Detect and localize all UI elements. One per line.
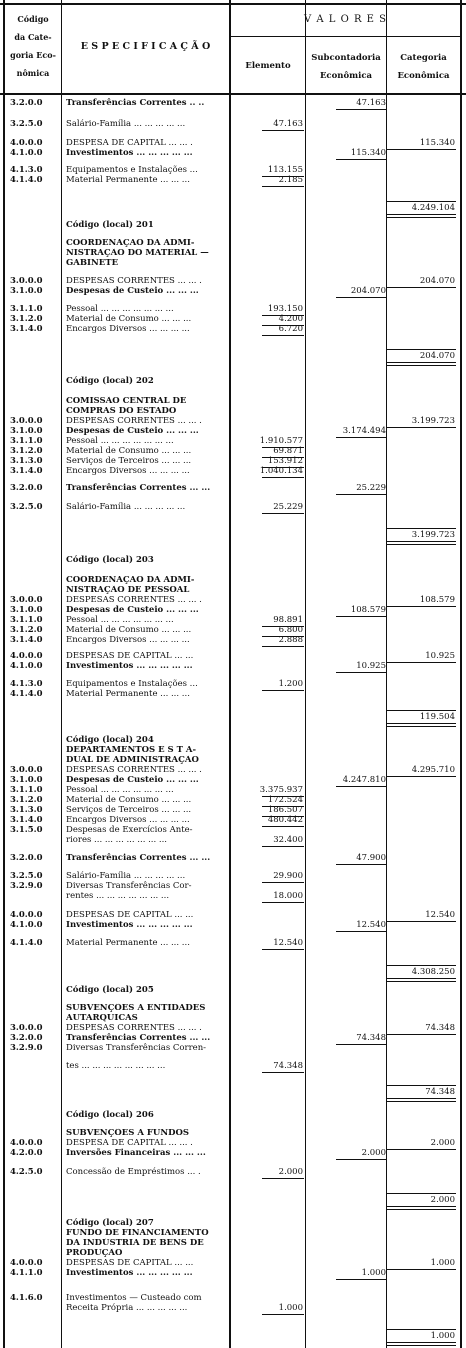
value-underline	[336, 109, 386, 110]
row-specification: Diversas Transferências Corren-	[66, 1043, 207, 1053]
value-element: 186.507	[267, 805, 303, 815]
total-overline	[386, 1085, 456, 1086]
value-underline	[336, 786, 386, 787]
value-subcont: 204.070	[350, 286, 386, 296]
value-underline	[262, 1314, 304, 1315]
total-double-underline	[386, 1209, 456, 1210]
row-specification: Inversões Financeiras ... ... ...	[66, 1148, 206, 1158]
total-overline	[386, 965, 456, 966]
column-divider-subcont	[386, 0, 387, 1348]
row-specification: Investimentos ... ... ... ... ...	[66, 148, 193, 158]
row-specification: Pessoal ... ... ... ... ... ... ...	[66, 436, 174, 446]
value-underline	[262, 1072, 304, 1073]
row-specification: DESPESA DE CAPITAL ... ... .	[66, 138, 193, 148]
header-subcontadoria: Subcontadoria Econômica	[311, 53, 381, 81]
value-category: 204.070	[419, 276, 455, 286]
row-code: 3.2.5.0	[10, 871, 43, 881]
value-subcont: 115.340	[350, 148, 386, 158]
value-underline	[386, 1034, 456, 1035]
value-underline	[262, 882, 304, 883]
value-element: 1.200	[278, 679, 303, 689]
row-code: 3.1.2.0	[10, 314, 43, 324]
value-subcont: 74.348	[356, 1033, 386, 1043]
row-code: 3.1.1.0	[10, 436, 43, 446]
row-specification: DESPESAS CORRENTES ... ... .	[66, 1023, 202, 1033]
row-specification: Investimentos ... ... ... ... ...	[66, 661, 193, 671]
value-category: 1.000	[430, 1331, 455, 1341]
row-specification: Código (local) 201	[66, 220, 154, 230]
row-specification: Serviços de Terceiros ... ... ...	[66, 805, 192, 815]
row-specification: Material de Consumo ... ... ...	[66, 795, 192, 805]
row-code: 4.0.0.0	[10, 910, 43, 920]
total-double-underline	[386, 1101, 456, 1102]
row-specification: DESPESAS CORRENTES ... ... .	[66, 595, 202, 605]
row-specification: Investimentos ... ... ... ... ...	[66, 920, 193, 930]
total-double-underline	[386, 217, 456, 218]
value-underline	[386, 662, 456, 663]
value-element: 1.040.134	[259, 466, 303, 476]
row-code: 4.0.0.0	[10, 651, 43, 661]
row-specification: DEPARTAMENTOS E S T A-	[66, 745, 197, 755]
value-element: 480.442	[267, 815, 303, 825]
row-specification: COMISSÃO CENTRAL DE	[66, 396, 187, 406]
row-specification: DUAL DE ADMINISTRAÇÃO	[66, 755, 199, 765]
row-code: 3.2.9.0	[10, 881, 43, 891]
value-underline	[386, 1342, 456, 1343]
row-specification: FUNDO DE FINANCIAMENTO	[66, 1228, 209, 1238]
value-underline	[386, 362, 456, 363]
value-underline	[336, 864, 386, 865]
value-underline	[386, 214, 456, 215]
total-double-underline	[386, 365, 456, 366]
column-divider-spec	[229, 0, 231, 1348]
value-underline	[386, 287, 456, 288]
row-code: 3.2.0.0	[10, 853, 43, 863]
value-element: 18.000	[273, 891, 303, 901]
total-overline	[386, 349, 456, 350]
value-element: 29.900	[273, 871, 303, 881]
row-code: 4.1.4.0	[10, 175, 43, 185]
row-specification: Receita Própria ... ... ... ... ...	[66, 1303, 188, 1313]
value-element: 25.229	[273, 502, 303, 512]
row-specification: NISTRAÇÃO DO MATERIAL —	[66, 248, 209, 258]
row-specification: Material Permanente ... ... ...	[66, 689, 190, 699]
value-element: 2.185	[278, 175, 303, 185]
row-code: 3.2.5.0	[10, 502, 43, 512]
value-subcont: 10.925	[356, 661, 386, 671]
row-specification: Código (local) 205	[66, 985, 154, 995]
value-underline	[336, 1279, 386, 1280]
row-code: 3.2.0.0	[10, 483, 43, 493]
value-underline	[336, 1044, 386, 1045]
value-category: 74.348	[425, 1087, 455, 1097]
row-specification: DESPESA DE CAPITAL ... ... .	[66, 1138, 193, 1148]
value-element: 4.200	[278, 314, 303, 324]
row-specification: Material de Consumo ... ... ...	[66, 314, 192, 324]
row-specification: Despesas de Custeio ... ... ...	[66, 286, 199, 296]
row-specification: COMPRAS DO ESTADO	[66, 406, 177, 416]
value-element: 6.720	[278, 324, 303, 334]
row-specification: GABINETE	[66, 258, 119, 268]
column-divider-code	[61, 0, 62, 1348]
value-category: 115.340	[419, 138, 455, 148]
value-underline	[386, 1269, 456, 1270]
row-specification: NISTRAÇÃO DE PESSOAL	[66, 585, 190, 595]
row-specification: COORDENAÇAO DA ADMI-	[66, 575, 195, 585]
value-underline	[336, 672, 386, 673]
row-specification: Investimentos — Custeado com	[66, 1293, 202, 1303]
value-underline	[262, 902, 304, 903]
row-specification: Material de Consumo ... ... ...	[66, 446, 192, 456]
row-code: 3.1.0.0	[10, 286, 43, 296]
row-code: 3.1.4.0	[10, 466, 43, 476]
row-code: 3.0.0.0	[10, 416, 43, 426]
row-code: 4.1.6.0	[10, 1293, 43, 1303]
value-subcont: 25.229	[356, 483, 386, 493]
row-specification: rentes ... ... ... ... ... ... ...	[66, 891, 170, 901]
values-header-rule	[230, 36, 461, 37]
value-underline	[262, 477, 304, 478]
row-specification: DESPESAS DE CAPITAL ... ...	[66, 910, 194, 920]
row-specification: DESPESAS CORRENTES ... ... .	[66, 416, 202, 426]
right-border	[460, 0, 462, 1348]
row-specification: DA INDÚSTRIA DE BENS DE	[66, 1238, 204, 1248]
row-specification: Código (local) 204	[66, 735, 154, 745]
row-code: 3.0.0.0	[10, 276, 43, 286]
row-specification: Salário-Família ... ... ... ... ...	[66, 871, 186, 881]
row-specification: Transferências Correntes ... ...	[66, 1033, 211, 1043]
value-element: 113.155	[267, 165, 303, 175]
row-specification: DESPESAS DE CAPITAL ... ...	[66, 1258, 194, 1268]
value-element: 2.888	[278, 635, 303, 645]
row-specification: Encargos Diversos ... ... ... ...	[66, 324, 190, 334]
row-specification: tes ... ... ... ... ... ... ... ...	[66, 1061, 166, 1071]
row-specification: Pessoal ... ... ... ... ... ... ...	[66, 304, 174, 314]
row-specification: Despesas de Custeio ... ... ...	[66, 426, 199, 436]
row-code: 3.1.2.0	[10, 625, 43, 635]
row-code: 3.1.3.0	[10, 805, 43, 815]
value-category: 10.925	[425, 651, 455, 661]
header-bottom-rule	[0, 93, 466, 95]
row-specification: Despesas de Exercícios Ante-	[66, 825, 193, 835]
value-subcont: 1.000	[361, 1268, 386, 1278]
value-category: 4.249.104	[411, 203, 455, 213]
header-specification: E S P E C I F I C A Ç Ã O	[80, 41, 211, 52]
row-code: 3.1.1.0	[10, 615, 43, 625]
value-element: 6.800	[278, 625, 303, 635]
row-code: 4.2.0.0	[10, 1148, 43, 1158]
value-underline	[262, 335, 304, 336]
row-code: 4.1.0.0	[10, 661, 43, 671]
value-subcont: 12.540	[356, 920, 386, 930]
value-element: 32.400	[273, 835, 303, 845]
row-specification: SUBVENÇÕES A ENTIDADES	[66, 1003, 206, 1013]
value-element: 1.910.577	[259, 436, 303, 446]
value-element: 69.871	[273, 446, 303, 456]
row-specification: Transferências Correntes ... ...	[66, 483, 211, 493]
row-specification: DESPESAS CORRENTES ... ... .	[66, 765, 202, 775]
row-code: 3.1.4.0	[10, 635, 43, 645]
row-specification: Despesas de Custeio ... ... ...	[66, 605, 199, 615]
row-specification: Material Permanente ... ... ...	[66, 938, 190, 948]
row-specification: Diversas Transferências Cor-	[66, 881, 192, 891]
row-code: 3.0.0.0	[10, 1023, 43, 1033]
total-overline	[386, 201, 456, 202]
value-element: 98.891	[273, 615, 303, 625]
value-underline	[262, 949, 304, 950]
value-element: 12.540	[273, 938, 303, 948]
total-double-underline	[386, 726, 456, 727]
value-element: 3.375.937	[259, 785, 303, 795]
row-specification: Salário-Família ... ... ... ... ...	[66, 119, 186, 129]
value-underline	[386, 149, 456, 150]
value-element: 74.348	[273, 1061, 303, 1071]
header-category: Categoria Econômica	[397, 53, 450, 81]
total-double-underline	[386, 981, 456, 982]
row-code: 4.1.1.0	[10, 1268, 43, 1278]
value-element: 153.912	[267, 456, 303, 466]
value-underline	[336, 297, 386, 298]
total-double-underline	[386, 1345, 456, 1346]
row-code: 4.1.0.0	[10, 148, 43, 158]
value-subcont: 3.174.494	[342, 426, 386, 436]
row-specification: Encargos Diversos ... ... ... ...	[66, 815, 190, 825]
row-specification: Equipamentos e Instalações ...	[66, 165, 198, 175]
value-category: 4.308.250	[411, 967, 455, 977]
value-subcont: 4.247.810	[342, 775, 386, 785]
value-underline	[336, 931, 386, 932]
row-specification: Pessoal ... ... ... ... ... ... ...	[66, 785, 174, 795]
row-specification: DESPESAS CORRENTES ... ... .	[66, 276, 202, 286]
row-code: 3.2.0.0	[10, 98, 43, 108]
row-code: 3.1.4.0	[10, 815, 43, 825]
value-subcont: 47.900	[356, 853, 386, 863]
value-category: 2.000	[430, 1195, 455, 1205]
total-overline	[386, 1193, 456, 1194]
row-code: 3.2.9.0	[10, 1043, 43, 1053]
value-category: 204.070	[419, 351, 455, 361]
value-underline	[336, 494, 386, 495]
row-code: 4.1.3.0	[10, 165, 43, 175]
row-code: 4.0.0.0	[10, 138, 43, 148]
value-element: 2.000	[278, 1167, 303, 1177]
row-code: 3.2.5.0	[10, 119, 43, 129]
row-code: 3.1.1.0	[10, 785, 43, 795]
row-code: 4.1.4.0	[10, 938, 43, 948]
header-values-title: V A L O R E S	[303, 14, 388, 25]
header-code-column: Código da Cate- goria Eco- nômica	[10, 14, 56, 78]
row-code: 4.1.0.0	[10, 920, 43, 930]
value-category: 2.000	[430, 1138, 455, 1148]
row-specification: Equipamentos e Instalações ...	[66, 679, 198, 689]
value-category: 3.199.723	[411, 416, 455, 426]
row-code: 4.1.3.0	[10, 679, 43, 689]
row-specification: SUBVENÇÕES A FUNDOS	[66, 1128, 190, 1138]
row-code: 3.1.4.0	[10, 324, 43, 334]
value-underline	[386, 921, 456, 922]
value-element: 172.524	[267, 795, 303, 805]
row-specification: riores ... ... ... ... ... ... ...	[66, 835, 168, 845]
header-element: Elemento	[245, 61, 291, 71]
value-category: 119.504	[419, 712, 455, 722]
row-specification: Concessão de Empréstimos ... .	[66, 1167, 201, 1177]
value-underline	[336, 159, 386, 160]
row-code: 3.1.2.0	[10, 795, 43, 805]
row-specification: Código (local) 202	[66, 376, 154, 386]
value-underline	[262, 646, 304, 647]
total-overline	[386, 1329, 456, 1330]
value-subcont: 47.163	[356, 98, 386, 108]
row-code: 3.1.0.0	[10, 775, 43, 785]
value-underline	[386, 978, 456, 979]
row-specification: Código (local) 206	[66, 1110, 154, 1120]
row-code: 4.2.5.0	[10, 1167, 43, 1177]
total-double-underline	[386, 544, 456, 545]
top-rule	[0, 3, 466, 5]
row-specification: PRODUÇÃO	[66, 1248, 123, 1258]
row-specification: Despesas de Custeio ... ... ...	[66, 775, 199, 785]
row-code: 3.1.0.0	[10, 426, 43, 436]
row-code: 3.1.0.0	[10, 605, 43, 615]
value-underline	[262, 690, 304, 691]
row-code: 4.0.0.0	[10, 1138, 43, 1148]
row-code: 3.2.0.0	[10, 1033, 43, 1043]
row-specification: Transferências Correntes .. ..	[66, 98, 205, 108]
value-element: 1.000	[278, 1303, 303, 1313]
value-category: 12.540	[425, 910, 455, 920]
row-specification: Investimentos ... ... ... ... ...	[66, 1268, 193, 1278]
value-underline	[262, 826, 304, 827]
left-border	[3, 0, 5, 1348]
row-specification: Transferências Correntes ... ...	[66, 853, 211, 863]
value-underline	[386, 776, 456, 777]
value-underline	[262, 130, 304, 131]
value-underline	[386, 541, 456, 542]
row-code: 4.0.0.0	[10, 1258, 43, 1268]
row-code: 3.0.0.0	[10, 595, 43, 605]
value-category: 74.348	[425, 1023, 455, 1033]
total-overline	[386, 528, 456, 529]
value-underline	[262, 1178, 304, 1179]
value-element: 193.150	[267, 304, 303, 314]
row-code: 3.1.5.0	[10, 825, 43, 835]
value-category: 1.000	[430, 1258, 455, 1268]
row-code: 3.1.2.0	[10, 446, 43, 456]
value-subcont: 108.579	[350, 605, 386, 615]
row-specification: AUTARQUICAS	[66, 1013, 138, 1023]
total-overline	[386, 710, 456, 711]
value-underline	[262, 513, 304, 514]
value-subcont: 2.000	[361, 1148, 386, 1158]
row-code: 3.0.0.0	[10, 765, 43, 775]
value-underline	[386, 1149, 456, 1150]
row-specification: DESPESAS DE CAPITAL ... ...	[66, 651, 194, 661]
row-specification: Material de Consumo ... ... ...	[66, 625, 192, 635]
value-category: 108.579	[419, 595, 455, 605]
column-divider-element	[305, 0, 306, 1348]
row-specification: Código (local) 207	[66, 1218, 154, 1228]
row-code: 3.1.1.0	[10, 304, 43, 314]
row-specification: Serviços de Terceiros ... ... ...	[66, 456, 192, 466]
row-specification: Salário-Família ... ... ... ... ...	[66, 502, 186, 512]
value-category: 3.199.723	[411, 530, 455, 540]
value-underline	[386, 427, 456, 428]
value-underline	[336, 437, 386, 438]
value-underline	[262, 186, 304, 187]
value-underline	[386, 1206, 456, 1207]
row-specification: Código (local) 203	[66, 555, 154, 565]
row-specification: Material Permanente ... ... ...	[66, 175, 190, 185]
row-specification: Encargos Diversos ... ... ... ...	[66, 635, 190, 645]
value-underline	[386, 723, 456, 724]
row-specification: Pessoal ... ... ... ... ... ... ...	[66, 615, 174, 625]
value-underline	[386, 606, 456, 607]
row-specification: Encargos Diversos ... ... ... ...	[66, 466, 190, 476]
row-code: 4.1.4.0	[10, 689, 43, 699]
value-category: 4.295.710	[411, 765, 455, 775]
row-specification: COORDENAÇAO DA ADMI-	[66, 238, 195, 248]
row-code: 3.1.3.0	[10, 456, 43, 466]
value-underline	[336, 616, 386, 617]
value-underline	[386, 1098, 456, 1099]
value-element: 47.163	[273, 119, 303, 129]
value-underline	[262, 846, 304, 847]
value-underline	[336, 1159, 386, 1160]
